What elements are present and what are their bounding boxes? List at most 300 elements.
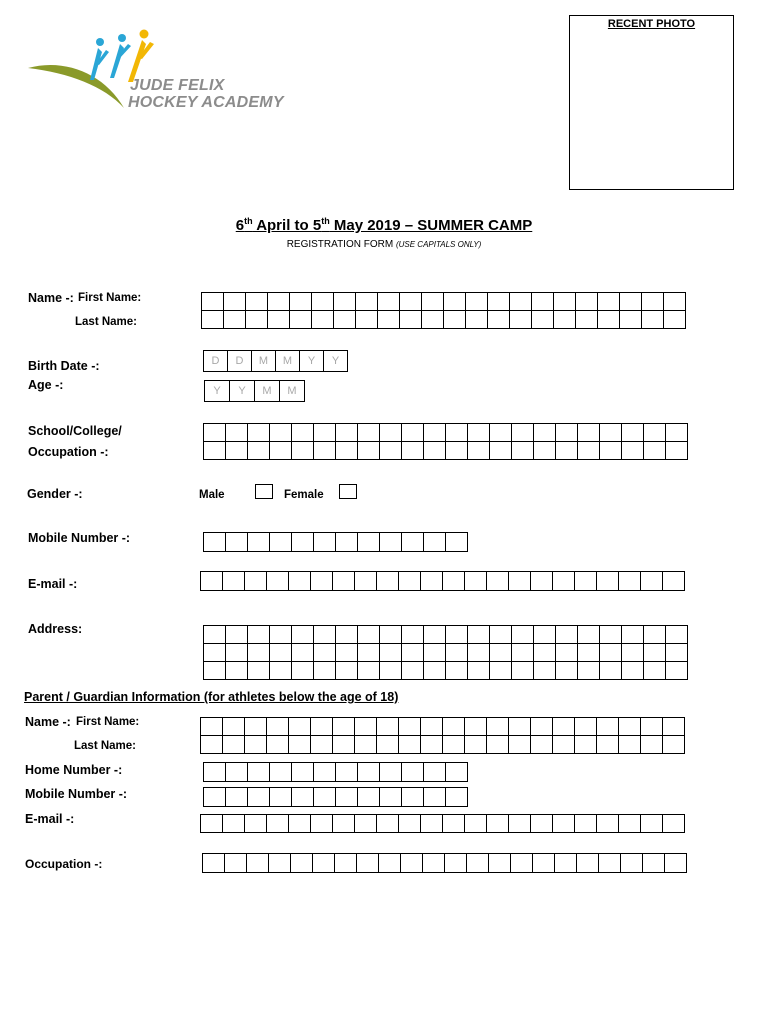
input-box[interactable] (357, 441, 380, 460)
input-box[interactable] (641, 292, 664, 311)
input-box[interactable] (420, 814, 443, 833)
input-box[interactable] (443, 292, 466, 311)
input-box[interactable] (269, 423, 292, 442)
guardian-occupation-boxes[interactable] (202, 853, 686, 872)
input-box[interactable] (665, 423, 688, 442)
input-box[interactable] (553, 310, 576, 329)
birth-hint-m1[interactable]: M (251, 350, 276, 372)
input-box[interactable] (486, 735, 509, 754)
input-box[interactable] (555, 643, 578, 662)
address-boxes-row1[interactable] (203, 625, 687, 643)
input-box[interactable] (376, 717, 399, 736)
input-box[interactable] (291, 762, 314, 782)
input-box[interactable] (423, 625, 446, 644)
input-box[interactable] (245, 292, 268, 311)
input-box[interactable] (487, 310, 510, 329)
input-box[interactable] (357, 661, 380, 680)
input-box[interactable] (618, 717, 641, 736)
input-box[interactable] (511, 625, 534, 644)
input-box[interactable] (577, 643, 600, 662)
input-box[interactable] (442, 814, 465, 833)
input-box[interactable] (663, 292, 686, 311)
age-hint-y1[interactable]: Y (204, 380, 230, 402)
input-box[interactable] (311, 292, 334, 311)
school-boxes-row1[interactable] (203, 423, 687, 441)
input-box[interactable] (445, 441, 468, 460)
input-box[interactable] (530, 814, 553, 833)
input-box[interactable] (599, 423, 622, 442)
input-box[interactable] (665, 643, 688, 662)
input-box[interactable] (247, 661, 270, 680)
input-box[interactable] (665, 661, 688, 680)
input-box[interactable] (310, 735, 333, 754)
input-box[interactable] (445, 661, 468, 680)
input-box[interactable] (508, 814, 531, 833)
input-box[interactable] (202, 853, 225, 873)
input-box[interactable] (354, 571, 377, 591)
input-box[interactable] (332, 717, 355, 736)
age-boxes[interactable] (204, 380, 304, 402)
input-box[interactable] (577, 625, 600, 644)
age-hint-m2[interactable]: M (279, 380, 305, 402)
input-box[interactable] (577, 441, 600, 460)
input-box[interactable] (399, 310, 422, 329)
input-box[interactable] (640, 814, 663, 833)
input-box[interactable] (596, 814, 619, 833)
input-box[interactable] (510, 853, 533, 873)
input-box[interactable] (335, 661, 358, 680)
input-box[interactable] (244, 717, 267, 736)
input-box[interactable] (269, 762, 292, 782)
input-box[interactable] (465, 292, 488, 311)
input-box[interactable] (288, 571, 311, 591)
input-box[interactable] (200, 571, 223, 591)
guardian-email-boxes[interactable] (200, 814, 684, 832)
input-box[interactable] (576, 853, 599, 873)
input-box[interactable] (313, 441, 336, 460)
input-box[interactable] (665, 625, 688, 644)
input-box[interactable] (464, 814, 487, 833)
input-box[interactable] (245, 310, 268, 329)
input-box[interactable] (486, 717, 509, 736)
input-box[interactable] (288, 717, 311, 736)
input-box[interactable] (467, 441, 490, 460)
input-box[interactable] (357, 643, 380, 662)
input-box[interactable] (420, 735, 443, 754)
input-box[interactable] (643, 643, 666, 662)
input-box[interactable] (466, 853, 489, 873)
input-box[interactable] (508, 571, 531, 591)
input-box[interactable] (552, 717, 575, 736)
input-box[interactable] (401, 423, 424, 442)
input-box[interactable] (225, 643, 248, 662)
input-box[interactable] (335, 787, 358, 807)
input-box[interactable] (335, 762, 358, 782)
input-box[interactable] (269, 625, 292, 644)
input-box[interactable] (288, 814, 311, 833)
input-box[interactable] (332, 735, 355, 754)
input-box[interactable] (621, 643, 644, 662)
age-hint-m1[interactable]: M (254, 380, 280, 402)
input-box[interactable] (533, 625, 556, 644)
input-box[interactable] (489, 661, 512, 680)
input-box[interactable] (334, 853, 357, 873)
input-box[interactable] (445, 532, 468, 552)
input-box[interactable] (244, 571, 267, 591)
input-box[interactable] (357, 625, 380, 644)
input-box[interactable] (377, 292, 400, 311)
input-box[interactable] (552, 814, 575, 833)
input-box[interactable] (222, 717, 245, 736)
input-box[interactable] (511, 661, 534, 680)
input-box[interactable] (555, 625, 578, 644)
input-box[interactable] (335, 643, 358, 662)
input-box[interactable] (621, 661, 644, 680)
input-box[interactable] (247, 423, 270, 442)
input-box[interactable] (577, 423, 600, 442)
input-box[interactable] (599, 661, 622, 680)
birth-hint-y2[interactable]: Y (323, 350, 348, 372)
input-box[interactable] (376, 571, 399, 591)
input-box[interactable] (618, 735, 641, 754)
input-box[interactable] (377, 310, 400, 329)
input-box[interactable] (533, 423, 556, 442)
input-box[interactable] (508, 717, 531, 736)
input-box[interactable] (379, 762, 402, 782)
input-box[interactable] (596, 735, 619, 754)
input-box[interactable] (640, 735, 663, 754)
input-box[interactable] (247, 625, 270, 644)
input-box[interactable] (311, 310, 334, 329)
input-box[interactable] (201, 292, 224, 311)
input-box[interactable] (266, 571, 289, 591)
input-box[interactable] (643, 625, 666, 644)
input-box[interactable] (620, 853, 643, 873)
input-box[interactable] (267, 292, 290, 311)
female-checkbox[interactable] (339, 484, 357, 499)
input-box[interactable] (442, 735, 465, 754)
input-box[interactable] (398, 571, 421, 591)
input-box[interactable] (313, 625, 336, 644)
input-box[interactable] (423, 423, 446, 442)
input-box[interactable] (203, 532, 226, 552)
input-box[interactable] (621, 423, 644, 442)
input-box[interactable] (266, 814, 289, 833)
input-box[interactable] (354, 735, 377, 754)
input-box[interactable] (225, 423, 248, 442)
input-box[interactable] (357, 787, 380, 807)
input-box[interactable] (665, 441, 688, 460)
input-box[interactable] (621, 625, 644, 644)
input-box[interactable] (222, 735, 245, 754)
input-box[interactable] (201, 310, 224, 329)
input-box[interactable] (203, 441, 226, 460)
input-box[interactable] (445, 625, 468, 644)
input-box[interactable] (333, 292, 356, 311)
input-box[interactable] (574, 717, 597, 736)
input-box[interactable] (223, 292, 246, 311)
guardian-last-name-boxes[interactable] (200, 735, 684, 753)
input-box[interactable] (200, 735, 223, 754)
input-box[interactable] (269, 532, 292, 552)
input-box[interactable] (643, 441, 666, 460)
input-box[interactable] (489, 423, 512, 442)
input-box[interactable] (508, 735, 531, 754)
input-box[interactable] (422, 853, 445, 873)
input-box[interactable] (596, 571, 619, 591)
input-box[interactable] (619, 310, 642, 329)
input-box[interactable] (642, 853, 665, 873)
input-box[interactable] (489, 625, 512, 644)
input-box[interactable] (203, 787, 226, 807)
input-box[interactable] (379, 661, 402, 680)
input-box[interactable] (225, 625, 248, 644)
input-box[interactable] (509, 310, 532, 329)
input-box[interactable] (266, 717, 289, 736)
input-box[interactable] (401, 625, 424, 644)
input-box[interactable] (376, 814, 399, 833)
input-box[interactable] (313, 643, 336, 662)
input-box[interactable] (445, 643, 468, 662)
input-box[interactable] (509, 292, 532, 311)
input-box[interactable] (357, 532, 380, 552)
input-box[interactable] (530, 717, 553, 736)
input-box[interactable] (354, 717, 377, 736)
address-boxes-row2[interactable] (203, 643, 687, 661)
input-box[interactable] (291, 441, 314, 460)
input-box[interactable] (379, 625, 402, 644)
input-box[interactable] (401, 441, 424, 460)
input-box[interactable] (291, 787, 314, 807)
input-box[interactable] (662, 735, 685, 754)
input-box[interactable] (379, 787, 402, 807)
input-box[interactable] (511, 423, 534, 442)
input-box[interactable] (401, 532, 424, 552)
input-box[interactable] (224, 853, 247, 873)
input-box[interactable] (354, 814, 377, 833)
input-box[interactable] (225, 762, 248, 782)
input-box[interactable] (618, 571, 641, 591)
input-box[interactable] (554, 853, 577, 873)
input-box[interactable] (291, 532, 314, 552)
input-box[interactable] (332, 571, 355, 591)
input-box[interactable] (467, 661, 490, 680)
input-box[interactable] (313, 423, 336, 442)
input-box[interactable] (555, 423, 578, 442)
input-box[interactable] (574, 814, 597, 833)
input-box[interactable] (574, 735, 597, 754)
input-box[interactable] (225, 441, 248, 460)
input-box[interactable] (355, 292, 378, 311)
input-box[interactable] (312, 853, 335, 873)
input-box[interactable] (335, 423, 358, 442)
input-box[interactable] (596, 717, 619, 736)
input-box[interactable] (467, 625, 490, 644)
input-box[interactable] (599, 441, 622, 460)
input-box[interactable] (420, 571, 443, 591)
input-box[interactable] (400, 853, 423, 873)
input-box[interactable] (423, 532, 446, 552)
input-box[interactable] (357, 762, 380, 782)
input-box[interactable] (574, 571, 597, 591)
input-box[interactable] (555, 661, 578, 680)
input-box[interactable] (203, 625, 226, 644)
input-box[interactable] (530, 571, 553, 591)
recent-photo-box[interactable] (569, 15, 734, 190)
male-checkbox[interactable] (255, 484, 273, 499)
input-box[interactable] (357, 423, 380, 442)
last-name-boxes[interactable] (201, 310, 685, 328)
input-box[interactable] (423, 762, 446, 782)
address-boxes-row3[interactable] (203, 661, 687, 679)
input-box[interactable] (335, 532, 358, 552)
input-box[interactable] (333, 310, 356, 329)
input-box[interactable] (511, 643, 534, 662)
age-hint-y2[interactable]: Y (229, 380, 255, 402)
input-box[interactable] (289, 292, 312, 311)
input-box[interactable] (246, 853, 269, 873)
input-box[interactable] (621, 441, 644, 460)
input-box[interactable] (575, 292, 598, 311)
input-box[interactable] (664, 853, 687, 873)
input-box[interactable] (291, 423, 314, 442)
input-box[interactable] (553, 292, 576, 311)
input-box[interactable] (423, 441, 446, 460)
input-box[interactable] (530, 735, 553, 754)
input-box[interactable] (423, 643, 446, 662)
input-box[interactable] (313, 787, 336, 807)
input-box[interactable] (356, 853, 379, 873)
school-boxes-row2[interactable] (203, 441, 687, 459)
input-box[interactable] (379, 423, 402, 442)
input-box[interactable] (464, 735, 487, 754)
input-box[interactable] (662, 814, 685, 833)
input-box[interactable] (619, 292, 642, 311)
input-box[interactable] (267, 310, 290, 329)
input-box[interactable] (225, 661, 248, 680)
input-box[interactable] (247, 532, 270, 552)
input-box[interactable] (464, 717, 487, 736)
home-number-boxes[interactable] (203, 762, 467, 781)
input-box[interactable] (269, 441, 292, 460)
input-box[interactable] (399, 292, 422, 311)
input-box[interactable] (290, 853, 313, 873)
input-box[interactable] (247, 762, 270, 782)
input-box[interactable] (464, 571, 487, 591)
input-box[interactable] (378, 853, 401, 873)
input-box[interactable] (487, 292, 510, 311)
input-box[interactable] (445, 423, 468, 442)
input-box[interactable] (244, 735, 267, 754)
input-box[interactable] (313, 762, 336, 782)
input-box[interactable] (488, 853, 511, 873)
input-box[interactable] (643, 423, 666, 442)
input-box[interactable] (533, 661, 556, 680)
input-box[interactable] (355, 310, 378, 329)
input-box[interactable] (531, 292, 554, 311)
input-box[interactable] (291, 625, 314, 644)
input-box[interactable] (511, 441, 534, 460)
input-box[interactable] (533, 643, 556, 662)
first-name-boxes[interactable] (201, 292, 685, 310)
input-box[interactable] (332, 814, 355, 833)
input-box[interactable] (598, 853, 621, 873)
input-box[interactable] (310, 717, 333, 736)
input-box[interactable] (401, 762, 424, 782)
input-box[interactable] (489, 643, 512, 662)
input-box[interactable] (222, 814, 245, 833)
input-box[interactable] (310, 571, 333, 591)
input-box[interactable] (663, 310, 686, 329)
birth-hint-d1[interactable]: D (203, 350, 228, 372)
input-box[interactable] (444, 853, 467, 873)
input-box[interactable] (421, 310, 444, 329)
input-box[interactable] (291, 661, 314, 680)
input-box[interactable] (291, 643, 314, 662)
input-box[interactable] (269, 661, 292, 680)
input-box[interactable] (533, 441, 556, 460)
input-box[interactable] (555, 441, 578, 460)
input-box[interactable] (423, 787, 446, 807)
input-box[interactable] (486, 814, 509, 833)
input-box[interactable] (313, 532, 336, 552)
input-box[interactable] (442, 717, 465, 736)
input-box[interactable] (379, 532, 402, 552)
input-box[interactable] (247, 441, 270, 460)
input-box[interactable] (467, 423, 490, 442)
input-box[interactable] (401, 643, 424, 662)
input-box[interactable] (420, 717, 443, 736)
input-box[interactable] (552, 571, 575, 591)
input-box[interactable] (335, 625, 358, 644)
input-box[interactable] (552, 735, 575, 754)
input-box[interactable] (641, 310, 664, 329)
input-box[interactable] (266, 735, 289, 754)
input-box[interactable] (618, 814, 641, 833)
birth-hint-y1[interactable]: Y (299, 350, 324, 372)
input-box[interactable] (640, 571, 663, 591)
input-box[interactable] (465, 310, 488, 329)
input-box[interactable] (640, 717, 663, 736)
input-box[interactable] (200, 717, 223, 736)
input-box[interactable] (203, 661, 226, 680)
birth-hint-m2[interactable]: M (275, 350, 300, 372)
input-box[interactable] (222, 571, 245, 591)
input-box[interactable] (269, 787, 292, 807)
guardian-mobile-boxes[interactable] (203, 787, 467, 806)
input-box[interactable] (532, 853, 555, 873)
input-box[interactable] (398, 814, 421, 833)
input-box[interactable] (401, 787, 424, 807)
input-box[interactable] (379, 441, 402, 460)
input-box[interactable] (268, 853, 291, 873)
input-box[interactable] (247, 643, 270, 662)
birth-date-boxes[interactable] (203, 350, 347, 372)
birth-hint-d2[interactable]: D (227, 350, 252, 372)
input-box[interactable] (288, 735, 311, 754)
input-box[interactable] (599, 643, 622, 662)
input-box[interactable] (445, 762, 468, 782)
input-box[interactable] (486, 571, 509, 591)
input-box[interactable] (423, 661, 446, 680)
input-box[interactable] (247, 787, 270, 807)
input-box[interactable] (575, 310, 598, 329)
input-box[interactable] (597, 292, 620, 311)
input-box[interactable] (379, 643, 402, 662)
input-box[interactable] (643, 661, 666, 680)
input-box[interactable] (421, 292, 444, 311)
input-box[interactable] (223, 310, 246, 329)
